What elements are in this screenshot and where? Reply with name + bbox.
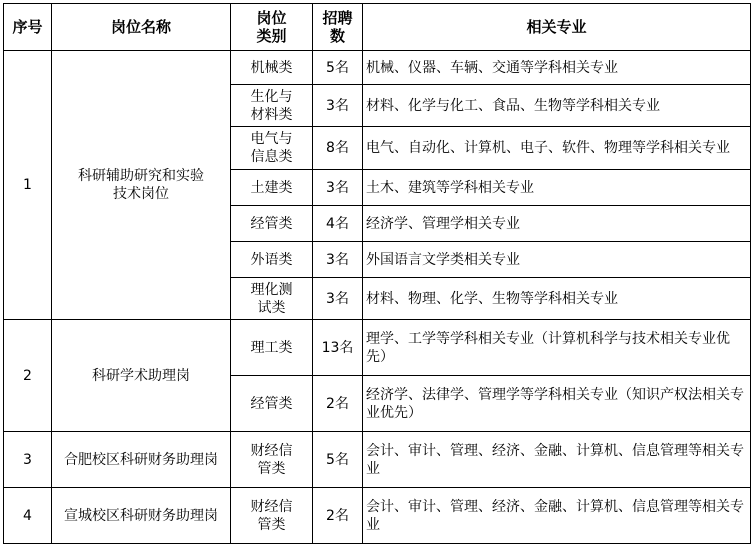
quota-cell: 5名 — [313, 51, 363, 85]
category-cell: 财经信管类 — [231, 488, 313, 544]
major-cell: 材料、物理、化学、生物等学科相关专业 — [363, 278, 751, 320]
post-name: 科研学术助理岗 — [52, 320, 231, 432]
category-cell: 机械类 — [231, 51, 313, 85]
major-cell: 经济学、管理学相关专业 — [363, 206, 751, 242]
category-cell: 理化测试类 — [231, 278, 313, 320]
major-cell: 电气、自动化、计算机、电子、软件、物理等学科相关专业 — [363, 127, 751, 170]
row-no: 1 — [4, 51, 52, 320]
table-row — [4, 488, 751, 544]
header-post-name: 岗位名称 — [52, 4, 231, 51]
header-quota: 招聘数 — [313, 4, 363, 51]
table-header-row — [4, 4, 751, 51]
category-cell: 经管类 — [231, 206, 313, 242]
major-cell: 材料、化学与化工、食品、生物等学科相关专业 — [363, 85, 751, 127]
row-no: 3 — [4, 432, 52, 488]
quota-cell: 3名 — [313, 85, 363, 127]
quota-cell: 2名 — [313, 376, 363, 432]
quota-cell: 3名 — [313, 170, 363, 206]
recruitment-table — [3, 3, 751, 544]
category-cell: 土建类 — [231, 170, 313, 206]
quota-cell: 3名 — [313, 242, 363, 278]
quota-cell: 3名 — [313, 278, 363, 320]
category-cell: 经管类 — [231, 376, 313, 432]
category-cell: 理工类 — [231, 320, 313, 376]
post-name: 宣城校区科研财务助理岗 — [52, 488, 231, 544]
table-row — [4, 51, 751, 85]
quota-cell: 4名 — [313, 206, 363, 242]
quota-cell: 5名 — [313, 432, 363, 488]
category-cell: 外语类 — [231, 242, 313, 278]
quota-cell: 8名 — [313, 127, 363, 170]
major-cell: 土木、建筑等学科相关专业 — [363, 170, 751, 206]
category-cell: 生化与材料类 — [231, 85, 313, 127]
major-cell: 经济学、法律学、管理学等学科相关专业（知识产权法相关专业优先） — [363, 376, 751, 432]
major-cell: 会计、审计、管理、经济、金融、计算机、信息管理等相关专业 — [363, 488, 751, 544]
quota-cell: 2名 — [313, 488, 363, 544]
row-no: 4 — [4, 488, 52, 544]
major-cell: 外国语言文学类相关专业 — [363, 242, 751, 278]
row-no: 2 — [4, 320, 52, 432]
category-cell: 财经信管类 — [231, 432, 313, 488]
major-cell: 理学、工学等学科相关专业（计算机科学与技术相关专业优先） — [363, 320, 751, 376]
table-row — [4, 432, 751, 488]
major-cell: 会计、审计、管理、经济、金融、计算机、信息管理等相关专业 — [363, 432, 751, 488]
header-category: 岗位类别 — [231, 4, 313, 51]
post-name: 合肥校区科研财务助理岗 — [52, 432, 231, 488]
major-cell: 机械、仪器、车辆、交通等学科相关专业 — [363, 51, 751, 85]
category-cell: 电气与信息类 — [231, 127, 313, 170]
quota-cell: 13名 — [313, 320, 363, 376]
table-row — [4, 320, 751, 376]
header-major: 相关专业 — [363, 4, 751, 51]
post-name: 科研辅助研究和实验技术岗位 — [52, 51, 231, 320]
header-no: 序号 — [4, 4, 52, 51]
